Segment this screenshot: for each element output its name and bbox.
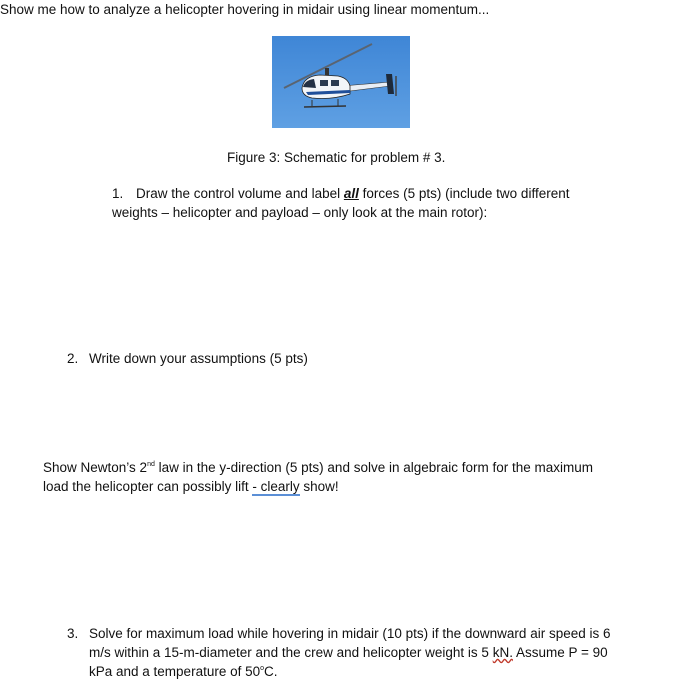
- degree-superscript: o: [260, 665, 265, 672]
- question-1-text-after: forces (5 pts) (include two different: [358, 186, 570, 201]
- newton-line2: [43, 477, 339, 496]
- newton-line1: [43, 458, 593, 477]
- question-3-line3: [89, 662, 278, 681]
- question-1-line1: [136, 184, 569, 203]
- question-3-line2-b: Assume P = 90: [512, 645, 608, 660]
- question-1-number: 1.: [112, 186, 124, 201]
- newton-text-a: Show Newton’s 2: [43, 460, 148, 475]
- clearly-marked-text: - clearly: [252, 479, 300, 494]
- figure-caption: Figure 3: Schematic for problem # 3.: [227, 150, 446, 165]
- helicopter-photo: [272, 36, 410, 128]
- question-3-line2-a: m/s within a 15-m-diameter and the crew and helicopter weight is 5: [89, 645, 493, 660]
- question-3-number: 3.: [67, 626, 79, 641]
- question-3-line2: [89, 643, 608, 662]
- newton-text-b: law in the y-direction (5 pts) and solve in algebraic form for the maximum: [154, 460, 594, 475]
- newton-line2-b: show!: [299, 479, 339, 494]
- heading: Show me how to analyze a helicopter hovering in midair using linear momentum...: [0, 2, 490, 17]
- question-3-line1: Solve for maximum load while hovering in midair (10 pts) if the downward air speed is 6: [89, 626, 611, 641]
- question-1: [112, 184, 632, 224]
- question-3-line3-a: kPa and a temperature of 50: [89, 664, 261, 679]
- question-2: [67, 349, 467, 369]
- newton-paragraph: [43, 458, 643, 498]
- question-2-number: 2.: [67, 351, 79, 366]
- newton-line2-a: load the helicopter can possibly lift: [43, 479, 253, 494]
- question-3: [67, 624, 667, 684]
- all-emphasis: all: [343, 186, 359, 201]
- newton-superscript: nd: [147, 461, 155, 468]
- question-1-line2: weights – helicopter and payload – only look at the main rotor):: [112, 205, 488, 220]
- question-1-text-before: Draw the control volume and label: [136, 186, 344, 201]
- kn-unit: kN.: [492, 645, 513, 660]
- question-2-text: Write down your assumptions (5 pts): [89, 351, 308, 366]
- question-3-line3-b: C.: [264, 664, 278, 679]
